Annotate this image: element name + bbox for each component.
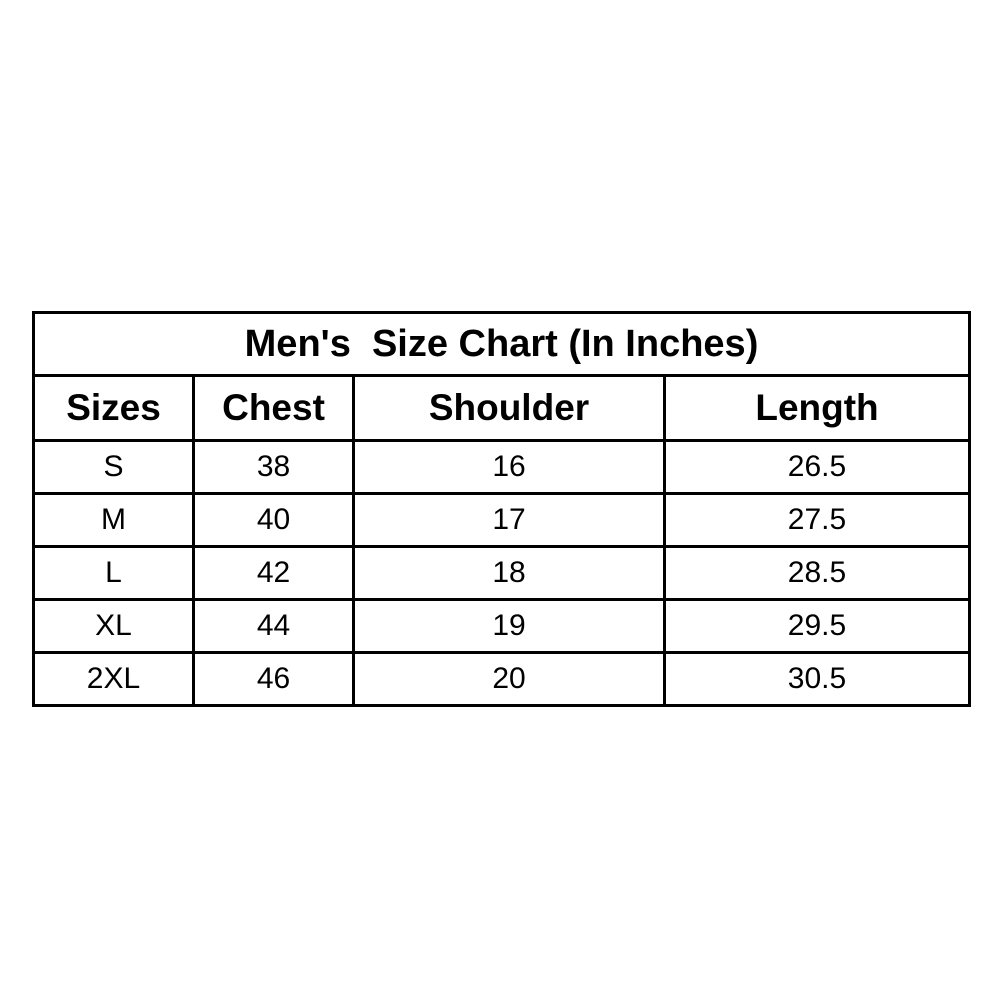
column-header-shoulder: Shoulder [354, 376, 665, 441]
cell-size: L [34, 547, 194, 600]
cell-size: XL [34, 600, 194, 653]
table-title: Men's Size Chart (In Inches) [34, 313, 970, 376]
column-header-length: Length [665, 376, 970, 441]
column-header-chest: Chest [194, 376, 354, 441]
cell-size: M [34, 494, 194, 547]
cell-length: 29.5 [665, 600, 970, 653]
cell-chest: 38 [194, 441, 354, 494]
cell-chest: 44 [194, 600, 354, 653]
column-header-sizes: Sizes [34, 376, 194, 441]
cell-shoulder: 16 [354, 441, 665, 494]
cell-size: S [34, 441, 194, 494]
cell-shoulder: 20 [354, 653, 665, 706]
cell-length: 28.5 [665, 547, 970, 600]
cell-shoulder: 19 [354, 600, 665, 653]
cell-shoulder: 18 [354, 547, 665, 600]
cell-chest: 40 [194, 494, 354, 547]
table-row-2xl [34, 653, 970, 706]
cell-length: 26.5 [665, 441, 970, 494]
table-row-s [34, 441, 970, 494]
title-row [34, 313, 970, 376]
table-row-m [34, 494, 970, 547]
size-chart-image [32, 311, 968, 707]
cell-size: 2XL [34, 653, 194, 706]
cell-shoulder: 17 [354, 494, 665, 547]
header-row [34, 376, 970, 441]
cell-length: 27.5 [665, 494, 970, 547]
table-row-xl [34, 600, 970, 653]
cell-chest: 42 [194, 547, 354, 600]
size-chart-table [32, 311, 971, 707]
cell-chest: 46 [194, 653, 354, 706]
table-row-l [34, 547, 970, 600]
cell-length: 30.5 [665, 653, 970, 706]
